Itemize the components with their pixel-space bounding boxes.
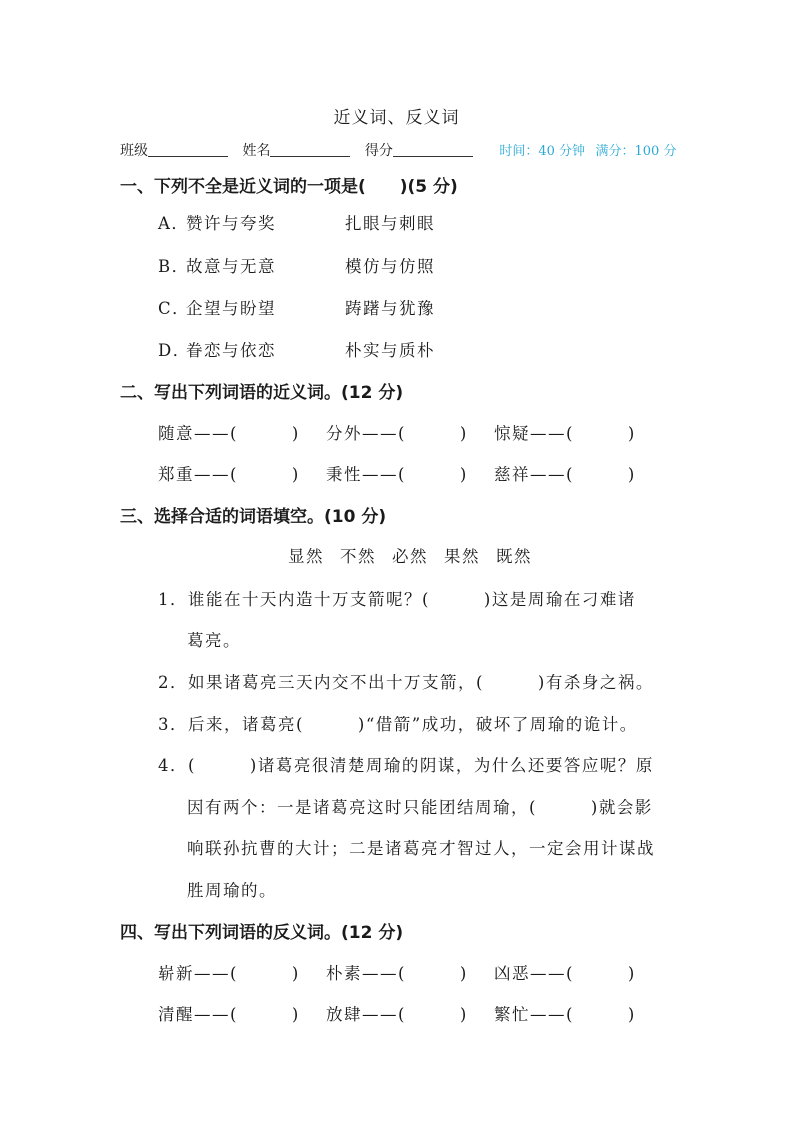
score-blank[interactable] xyxy=(393,142,473,157)
class-blank[interactable] xyxy=(148,142,228,157)
antonym-item[interactable]: 凶恶——( ) xyxy=(494,964,636,983)
section-3-heading: 三、选择合适的词语填空。(10 分) xyxy=(120,507,387,527)
synonym-item[interactable]: 慈祥——( ) xyxy=(494,465,636,484)
word-bank-item: 必然 xyxy=(392,547,428,566)
option-d-pair-2: 朴实与质朴 xyxy=(345,341,435,360)
section-4-heading: 四、写出下列词语的反义词。(12 分) xyxy=(120,923,404,943)
score-label: 得分 xyxy=(364,143,393,159)
option-c-pair-1: 企望与盼望 xyxy=(186,299,276,318)
synonym-item[interactable]: 随意——( ) xyxy=(158,424,300,443)
word-bank-item: 果然 xyxy=(444,547,480,566)
option-a-pair-1: 赞许与夸奖 xyxy=(186,214,276,233)
question-4-line-2[interactable]: 因有两个：一是诸葛亮这时只能团结周瑜，( )就会影 xyxy=(187,798,653,817)
question-4-line-3: 响联孙抗曹的大计；二是诸葛亮才智过人，一定会用计谋战 xyxy=(187,839,655,858)
synonym-item[interactable]: 惊疑——( ) xyxy=(494,424,636,443)
synonym-item[interactable]: 分外——( ) xyxy=(326,424,468,443)
time-info: 时间：40 分钟 xyxy=(499,144,586,159)
antonym-item[interactable]: 繁忙——( ) xyxy=(494,1005,636,1024)
question-1-line-1[interactable]: 1．谁能在十天内造十万支箭呢？( )这是周瑜在刁难诸 xyxy=(158,590,636,609)
section-2-heading: 二、写出下列词语的近义词。(12 分) xyxy=(120,383,404,403)
page-title: 近义词、反义词 xyxy=(333,108,460,128)
name-label: 姓名 xyxy=(242,143,271,159)
word-bank-item: 既然 xyxy=(496,547,532,566)
option-b-letter: B． xyxy=(158,257,190,276)
option-d-pair-1: 眷恋与依恋 xyxy=(186,341,276,360)
option-c-pair-2: 踌躇与犹豫 xyxy=(345,299,435,318)
option-a-pair-2: 扎眼与刺眼 xyxy=(345,214,435,233)
synonym-item[interactable]: 秉性——( ) xyxy=(326,465,468,484)
name-blank[interactable] xyxy=(270,142,350,157)
info-line xyxy=(120,140,676,160)
section-1-heading: 一、下列不全是近义词的一项是( )(5 分) xyxy=(120,177,458,197)
antonym-item[interactable]: 朴素——( ) xyxy=(326,964,468,983)
option-b-pair-1: 故意与无意 xyxy=(186,257,276,276)
option-d-letter: D． xyxy=(158,341,191,360)
antonym-item[interactable]: 放肆——( ) xyxy=(326,1005,468,1024)
full-score-info: 满分：100 分 xyxy=(595,144,677,159)
antonym-item[interactable]: 崭新——( ) xyxy=(158,964,300,983)
question-4-line-4: 胜周瑜的。 xyxy=(187,881,277,900)
word-bank-item: 不然 xyxy=(340,547,376,566)
class-label: 班级 xyxy=(120,143,148,159)
word-bank xyxy=(288,543,548,567)
option-c-letter: C． xyxy=(158,299,191,318)
question-1-line-2: 葛亮。 xyxy=(187,631,241,650)
question-4-line-1[interactable]: 4．( )诸葛亮很清楚周瑜的阴谋，为什么还要答应呢？原 xyxy=(158,756,654,775)
option-b-pair-2: 模仿与仿照 xyxy=(345,257,435,276)
option-a-letter: A． xyxy=(158,214,190,233)
synonym-item[interactable]: 郑重——( ) xyxy=(158,465,300,484)
antonym-item[interactable]: 清醒——( ) xyxy=(158,1005,300,1024)
question-3[interactable]: 3．后来，诸葛亮( )“借箭”成功，破坏了周瑜的诡计。 xyxy=(158,715,638,734)
word-bank-item: 显然 xyxy=(288,547,324,566)
question-2[interactable]: 2．如果诸葛亮三天内交不出十万支箭，( )有杀身之祸。 xyxy=(158,673,654,692)
